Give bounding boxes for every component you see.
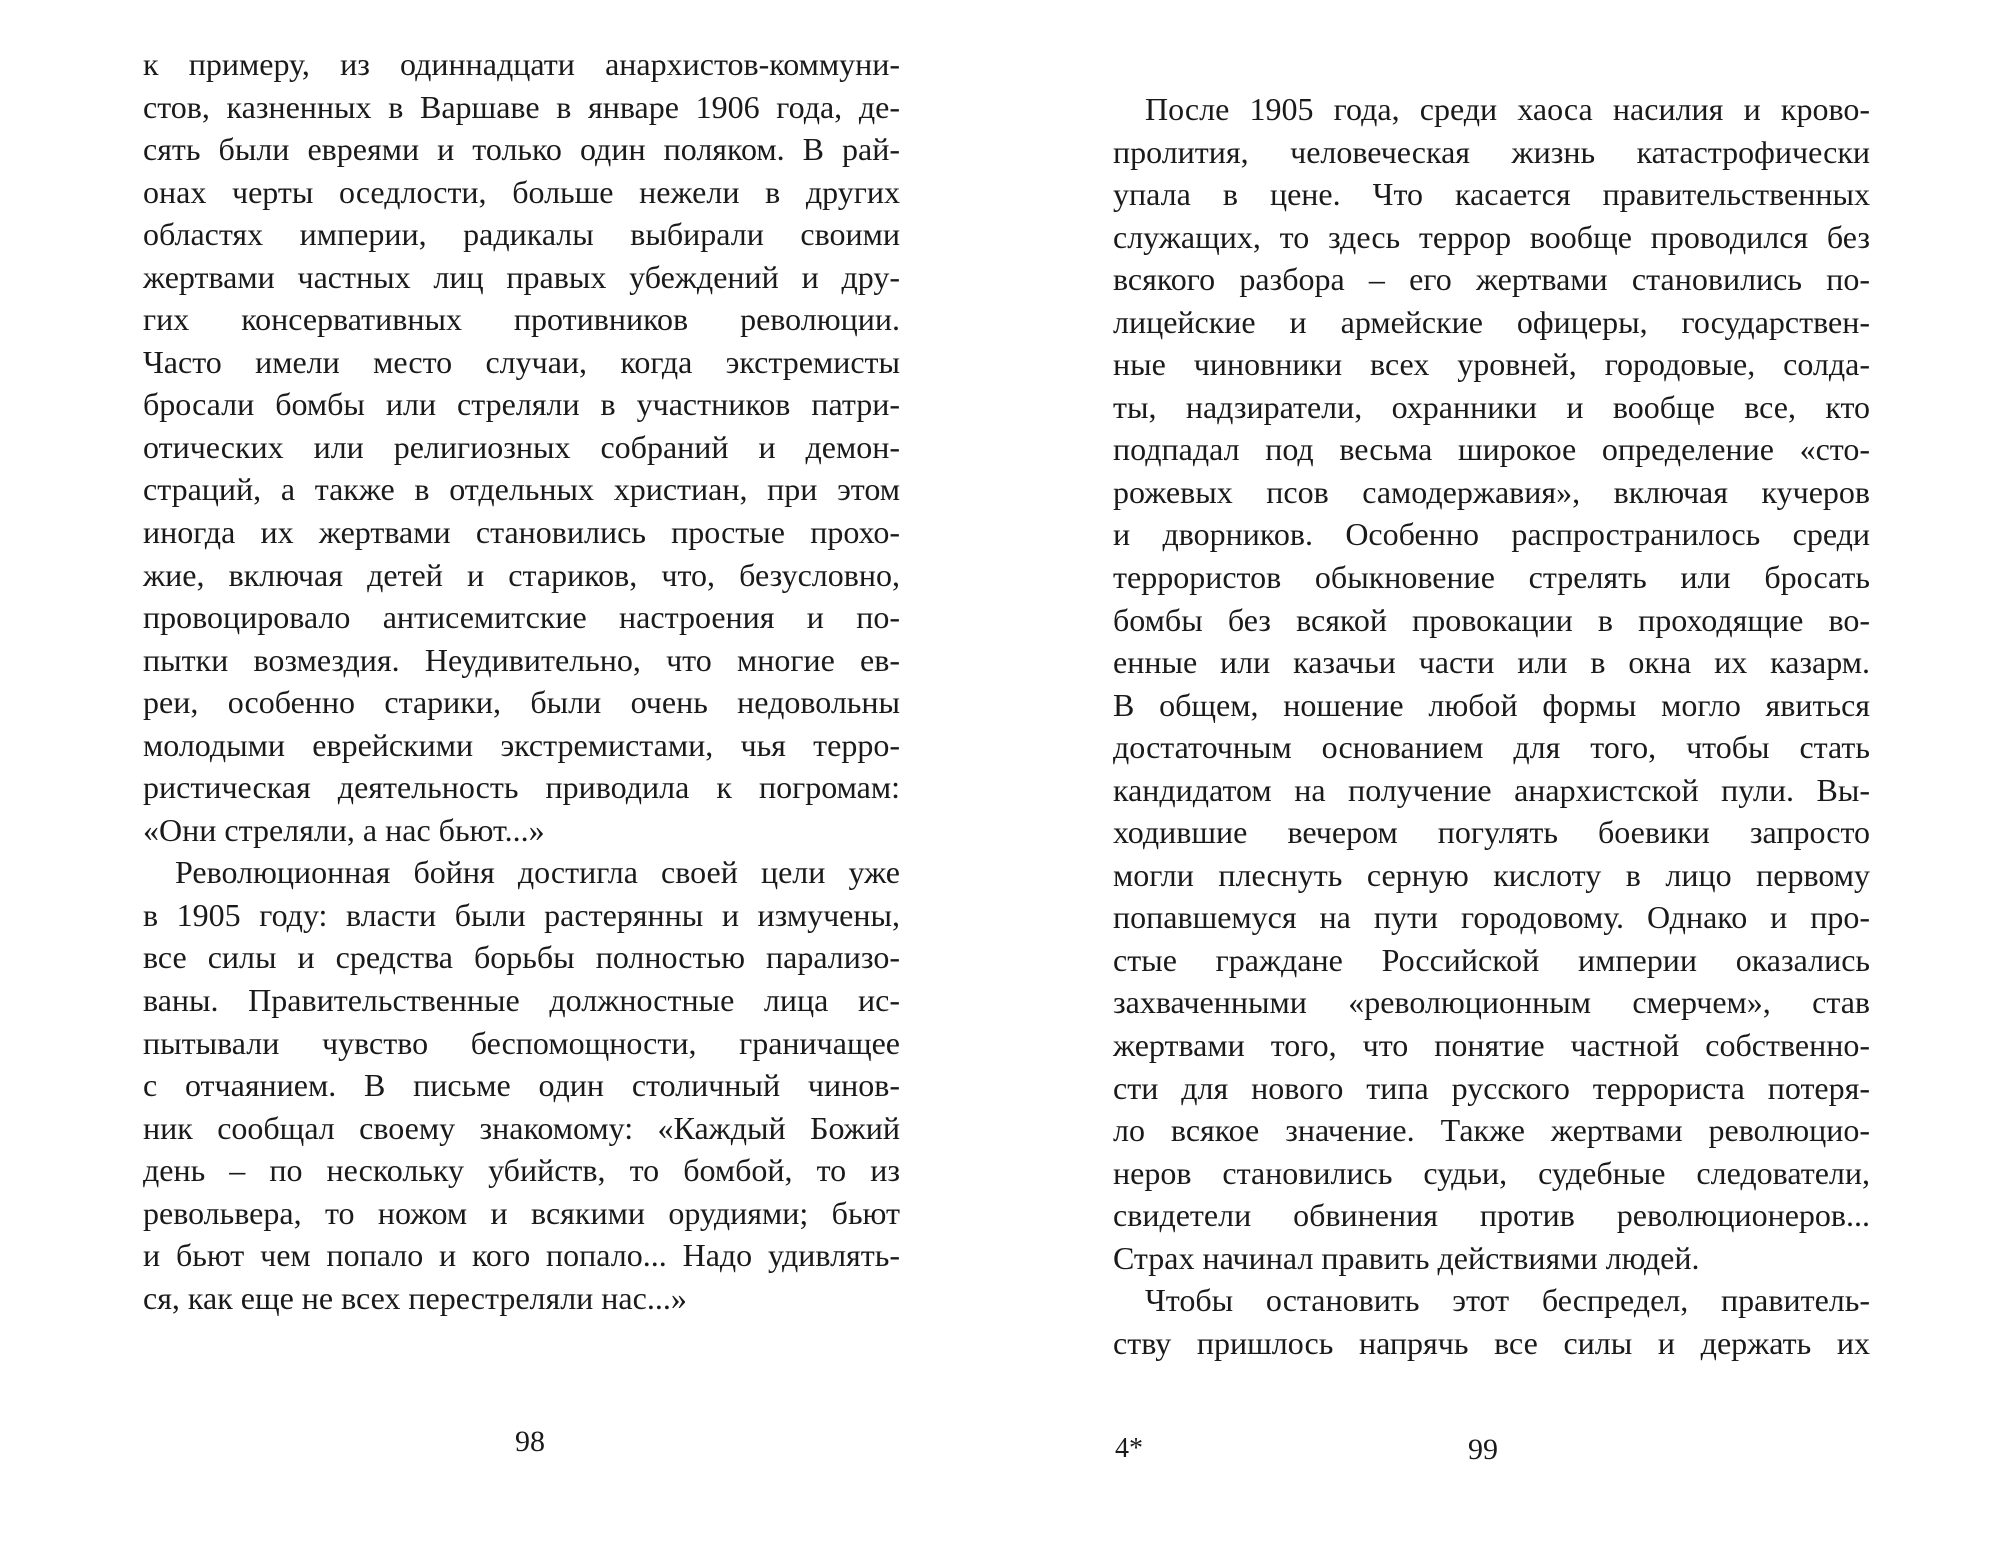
text-line: неров становились судьи, судебные следователи, xyxy=(1113,1154,1870,1191)
text-line: «Они стреляли, а нас бьют...» xyxy=(143,811,545,848)
right-page xyxy=(990,0,1998,1556)
text-line: попавшемуся на пути городовому. Однако и про- xyxy=(1113,899,1870,936)
text-line: пролития, человеческая жизнь катастрофически xyxy=(1113,133,1870,170)
text-line: стые граждане Российской империи оказались xyxy=(1113,941,1870,978)
text-line: Страх начинал править действиями людей. xyxy=(1113,1239,1700,1276)
page-number: 98 xyxy=(515,1425,545,1458)
page-text xyxy=(143,43,900,1319)
text-line: день – по нескольку убийств, то бомбой, то из xyxy=(143,1152,900,1189)
text-line: Чтобы остановить этот беспредел, правитель- xyxy=(1145,1282,1870,1319)
text-line: После 1905 года, среди хаоса насилия и крово- xyxy=(1145,91,1870,127)
text-line: с отчаянием. В письме один столичный чинов- xyxy=(143,1067,900,1104)
text-line: захваченными «революционным смерчем», став xyxy=(1113,984,1870,1021)
left-page xyxy=(0,0,990,1556)
text-line: Часто имели место случаи, когда экстремисты xyxy=(143,343,900,380)
text-line: бросали бомбы или стреляли в участников патри- xyxy=(143,386,900,423)
text-line: ло всякое значение. Также жертвами революцио- xyxy=(1113,1112,1870,1149)
text-line: всякого разбора – его жертвами становились по- xyxy=(1113,261,1870,298)
text-line: ник сообщал своему знакомому: «Каждый Божий xyxy=(143,1109,900,1146)
text-line: молодыми еврейскими экстремистами, чья терро- xyxy=(143,726,900,763)
text-line: достаточным основанием для того, чтобы стать xyxy=(1113,729,1870,766)
text-line: областях империи, радикалы выбирали своими xyxy=(143,216,900,253)
text-line: ству пришлось напрячь все силы и держать их xyxy=(1113,1324,1870,1361)
text-line: жие, включая детей и стариков, что, безусловно, xyxy=(143,556,900,593)
text-line: к примеру, из одиннадцати анархистов-коммуни- xyxy=(143,46,900,82)
text-line: в 1905 году: власти были растерянны и измучены, xyxy=(143,896,900,933)
text-line: В общем, ношение любой формы могло явиться xyxy=(1113,686,1870,723)
text-line: сти для нового типа русского террориста потеря- xyxy=(1113,1069,1870,1106)
text-line: пытывали чувство беспомощности, граничащее xyxy=(143,1024,900,1061)
text-line: ты, надзиратели, охранники и вообще все, кто xyxy=(1113,388,1870,425)
text-line: Революционная бойня достигла своей цели уже xyxy=(175,854,900,891)
text-line: и бьют чем попало и кого попало... Надо удивлять- xyxy=(143,1237,900,1274)
text-line: жертвами того, что понятие частной собственно- xyxy=(1113,1027,1870,1064)
text-line: служащих, то здесь террор вообще проводился без xyxy=(1113,218,1870,255)
text-line: упала в цене. Что касается правительственных xyxy=(1113,176,1870,213)
text-line: отических или религиозных собраний и демон- xyxy=(143,428,900,465)
text-line: террористов обыкновение стрелять или бросать xyxy=(1113,559,1870,596)
text-line: жертвами частных лиц правых убеждений и дру- xyxy=(143,258,900,295)
page-number: 99 xyxy=(1468,1433,1498,1466)
text-line: ходившие вечером погулять боевики запросто xyxy=(1113,814,1870,851)
text-line: ристическая деятельность приводила к погромам: xyxy=(143,769,900,806)
text-line: онах черты оседлости, больше нежели в других xyxy=(143,173,900,210)
text-line: лицейские и армейские офицеры, государствен- xyxy=(1113,303,1870,340)
text-line: револьвера, то ножом и всякими орудиями; бьют xyxy=(143,1194,900,1231)
text-line: гих консервативных противников революции. xyxy=(143,301,900,338)
text-line: иногда их жертвами становились простые прохо- xyxy=(143,514,900,551)
text-line: рожевых псов самодержавия», включая кучеров xyxy=(1113,473,1870,510)
text-line: могли плеснуть серную кислоту в лицо первому xyxy=(1113,856,1870,893)
text-line: все силы и средства борьбы полностью парализо- xyxy=(143,939,900,976)
text-line: стов, казненных в Варшаве в январе 1906 года, де- xyxy=(143,88,900,125)
page-text xyxy=(1113,88,1870,1364)
text-line: енные или казачьи части или в окна их казарм. xyxy=(1113,644,1870,681)
text-line: подпадал под весьма широкое определение «сто- xyxy=(1113,431,1870,468)
text-line: сять были евреями и только один поляком. В рай- xyxy=(143,131,900,168)
text-line: реи, особенно старики, были очень недовольны xyxy=(143,684,900,721)
text-line: свидетели обвинения против революционеров... xyxy=(1113,1197,1870,1234)
text-line: кандидатом на получение анархистской пули. Вы- xyxy=(1113,771,1870,808)
text-line: бомбы без всякой провокации в проходящие во- xyxy=(1113,601,1870,638)
text-line: пытки возмездия. Неудивительно, что многие ев- xyxy=(143,641,900,678)
text-line: ные чиновники всех уровней, городовые, солда- xyxy=(1113,346,1870,383)
text-line: и дворников. Особенно распространилось среди xyxy=(1113,516,1870,553)
signature-mark: 4* xyxy=(1115,1433,1143,1464)
text-line: ся, как еще не всех перестреляли нас...» xyxy=(143,1279,687,1316)
text-line: провоцировало антисемитские настроения и по- xyxy=(143,599,900,636)
text-line: ваны. Правительственные должностные лица ис- xyxy=(143,982,900,1019)
text-line: страций, а также в отдельных христиан, при этом xyxy=(143,471,900,508)
